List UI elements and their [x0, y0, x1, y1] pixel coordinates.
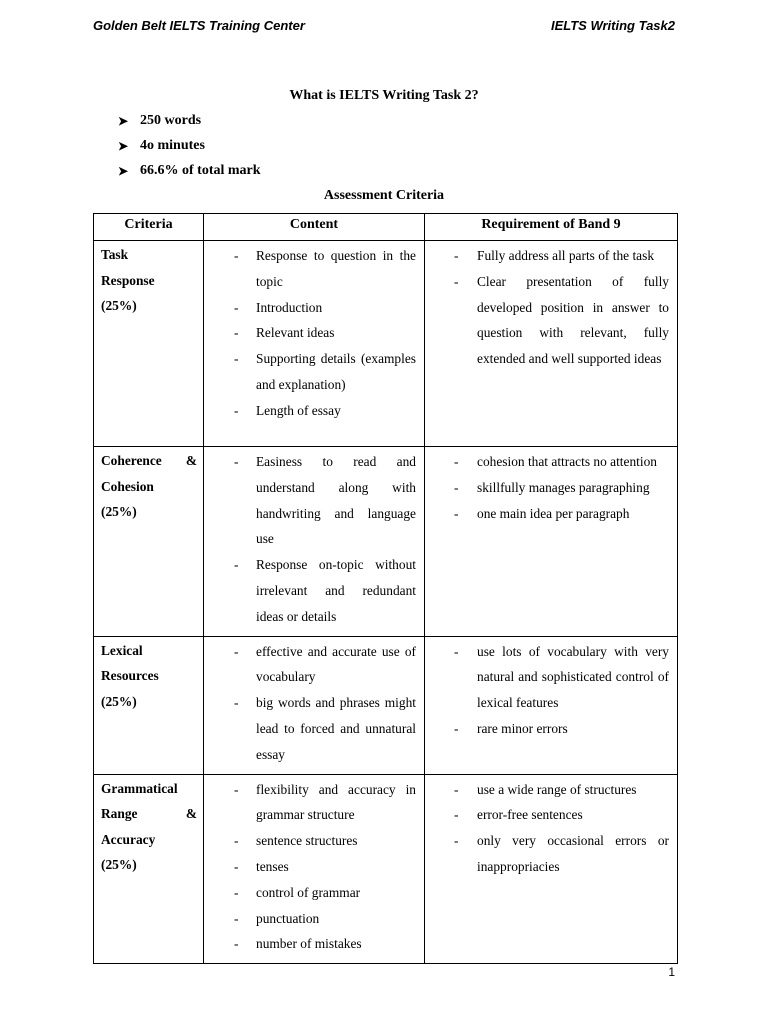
list-item: - sentence structures: [204, 828, 416, 854]
criteria-weight: (25%): [101, 298, 137, 313]
requirement-cell: [425, 636, 678, 774]
bullet-text: 250 words: [140, 113, 202, 128]
column-header-criteria: Criteria: [94, 214, 204, 241]
criteria-name-line: Task: [101, 247, 129, 262]
page-title: What is IELTS Writing Task 2?: [289, 88, 479, 103]
content-cell: [204, 241, 425, 447]
list-item: - error-free sentences: [425, 802, 669, 828]
criteria-name-line: Accuracy: [101, 831, 156, 847]
list-item: - use lots of vocabulary with very natural and sophisticated control of lexical features: [425, 639, 669, 716]
list-item: - effective and accurate use of vocabulary: [204, 639, 416, 691]
criteria-cell: [94, 447, 204, 637]
criteria-weight: (25%): [101, 857, 137, 873]
list-item: - Supporting details (examples and explanation): [204, 346, 416, 398]
list-item: - Fully address all parts of the task: [425, 243, 669, 269]
criteria-cell: [94, 636, 204, 774]
requirement-cell: [425, 241, 678, 447]
criteria-name-line: Resources: [101, 668, 159, 684]
table-header-row: [94, 214, 678, 241]
bullet-text: 4o minutes: [140, 138, 205, 153]
criteria-weight: (25%): [101, 693, 137, 709]
table-row: [94, 636, 678, 774]
bullet-item: [118, 112, 261, 137]
list-item: - only very occasional errors or inappropriacies: [425, 828, 669, 880]
criteria-cell: [94, 774, 204, 964]
header-left-text: Golden Belt IELTS Training Center: [93, 18, 305, 33]
list-item: - Clear presentation of fully developed position in answer to question with relevant, fully extended and well supported ideas: [425, 269, 669, 372]
list-item: - Introduction: [204, 295, 416, 321]
bullet-item: [118, 162, 261, 187]
list-item: - Response on-topic without irrelevant and redundant ideas or details: [204, 552, 416, 629]
list-item: - one main idea per paragraph: [425, 501, 669, 527]
content-cell: [204, 447, 425, 637]
criteria-name-line: Lexical: [101, 642, 143, 658]
summary-bullet-list: [118, 112, 261, 187]
list-item: - cohesion that attracts no attention: [425, 449, 669, 475]
list-item: - Length of essay: [204, 398, 416, 424]
list-item: - skillfully manages paragraphing: [425, 475, 669, 501]
bullet-item: [118, 137, 261, 162]
criteria-name-line: Coherence &: [101, 453, 197, 468]
bullet-text: 66.6% of total mark: [140, 163, 261, 178]
list-item: - flexibility and accuracy in grammar structure: [204, 777, 416, 829]
list-item: - control of grammar: [204, 880, 416, 906]
requirement-cell: [425, 774, 678, 964]
criteria-name-line: Range &: [101, 806, 197, 822]
criteria-name-line: Cohesion: [101, 478, 154, 494]
list-item: - Relevant ideas: [204, 320, 416, 346]
list-item: - punctuation: [204, 906, 416, 932]
criteria-name-line: Grammatical: [101, 780, 178, 796]
list-item: - use a wide range of structures: [425, 777, 669, 803]
header-right-text: IELTS Writing Task2: [550, 18, 675, 33]
section-subtitle: Assessment Criteria: [323, 188, 445, 203]
content-cell: [204, 636, 425, 774]
list-item: - number of mistakes: [204, 931, 416, 957]
arrow-bullet-icon: ➤: [118, 139, 129, 153]
content-cell: [204, 774, 425, 964]
list-item: - Easiness to read and understand along with handwriting and language use: [204, 449, 416, 552]
list-item: - Response to question in the topic: [204, 243, 416, 295]
list-item: - big words and phrases might lead to forced and unnatural essay: [204, 690, 416, 767]
criteria-name-line: Response: [101, 272, 155, 288]
column-header-requirement: Requirement of Band 9: [425, 214, 678, 241]
table-row: [94, 774, 678, 964]
arrow-bullet-icon: ➤: [118, 114, 129, 128]
list-item: - rare minor errors: [425, 716, 669, 742]
column-header-content: Content: [204, 214, 425, 241]
criteria-weight: (25%): [101, 504, 137, 519]
arrow-bullet-icon: ➤: [118, 164, 129, 178]
requirement-cell: [425, 447, 678, 637]
assessment-criteria-table: [93, 213, 678, 964]
page-number: 1: [668, 965, 675, 979]
table-row: [94, 241, 678, 447]
list-item: - tenses: [204, 854, 416, 880]
criteria-cell: [94, 241, 204, 447]
table-row: [94, 447, 678, 637]
